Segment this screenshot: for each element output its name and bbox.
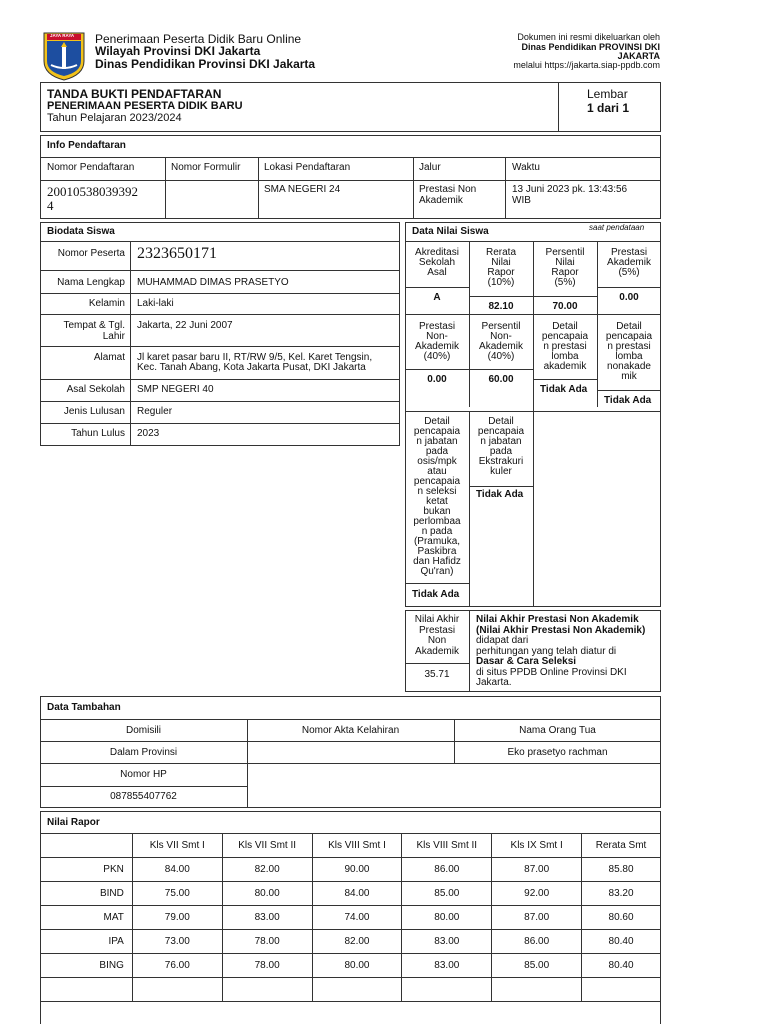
table-row	[41, 858, 661, 882]
rapor-score: 83.00	[222, 906, 312, 930]
waktu-value-line-2: WIB	[512, 195, 531, 206]
asal-sekolah-value: SMP NEGERI 40	[137, 384, 214, 395]
header-line-3: Dinas Pendidikan Provinsi DKI Jakarta	[95, 57, 316, 71]
domisili-value: Dalam Provinsi	[109, 747, 178, 758]
jalur-value-line-2: Akademik	[419, 195, 463, 206]
rapor-score: 73.00	[132, 930, 222, 954]
nilai-r3-c2-label: Detail pencapaia n jabatan pada Ekstrakuri kuler	[477, 416, 525, 477]
nilai-r3-c2-value: Tidak Ada	[476, 489, 524, 500]
title-year: Tahun Pelajaran 2023/2024	[47, 112, 182, 124]
rapor-header-cell: Kls VII Smt II	[222, 834, 312, 858]
jakarta-logo	[42, 31, 86, 81]
nomor-hp-label: Nomor HP	[120, 769, 167, 780]
header-right-1: Dokumen ini resmi dikeluarkan oleh	[517, 32, 660, 42]
nilai-r1-c2-value: 82.10	[488, 301, 514, 312]
rapor-empty-cell	[402, 978, 492, 1002]
header-line-2: Wilayah Provinsi DKI Jakarta	[95, 44, 261, 58]
kelamin-label: Kelamin	[88, 298, 125, 309]
waktu-value-line-1: 13 Juni 2023 pk. 13:43:56	[512, 184, 628, 195]
nilai-r2-c2-value: 60.00	[488, 374, 514, 385]
rapor-header-cell	[41, 834, 133, 858]
nomor-peserta-label: Nomor Peserta	[57, 248, 125, 259]
rapor-score: 79.00	[132, 906, 222, 930]
nilai-r2-c3-label: Detail pencapaia n prestasi lomba akademik	[541, 321, 589, 372]
rapor-score: 83.20	[582, 882, 661, 906]
rapor-section-title: Nilai Rapor	[47, 817, 100, 828]
header-right-2: Dinas Pendidikan PROVINSI DKI	[521, 42, 660, 52]
biodata-section-title: Biodata Siswa	[47, 226, 115, 237]
tahun-lulus-label: Tahun Lulus	[71, 428, 125, 439]
nama-value: MUHAMMAD DIMAS PRASETYO	[137, 277, 289, 288]
rapor-empty-cell	[132, 978, 222, 1002]
nomor-peserta-value: 2323650171	[137, 245, 217, 262]
nilai-r3-c1-value: Tidak Ada	[412, 589, 460, 600]
rapor-score: 78.00	[222, 930, 312, 954]
nilai-r1-c4-label: Prestasi Akademik (5%)	[607, 247, 651, 278]
rapor-score: 83.00	[402, 954, 492, 978]
logo-text: JAYA RAYA	[50, 33, 75, 38]
jenis-lulusan-label: Jenis Lulusan	[63, 406, 125, 417]
nilai-r1-c3-label: Persentil Nilai Rapor (5%)	[545, 247, 585, 288]
rapor-score: 78.00	[222, 954, 312, 978]
info-header-waktu: Waktu	[512, 162, 540, 173]
rapor-subject: MAT	[41, 906, 133, 930]
ttl-label-line-2: Lahir	[102, 331, 125, 342]
info-header-lokasi: Lokasi Pendaftaran	[264, 162, 351, 173]
nilai-r2-c1-label: Prestasi Non- Akademik (40%)	[415, 321, 459, 362]
rapor-subject: PKN	[41, 858, 133, 882]
jalur-value-line-1: Prestasi Non	[419, 184, 477, 195]
rapor-score: 92.00	[492, 882, 582, 906]
rapor-score: 85.00	[492, 954, 582, 978]
nama-orang-tua-label: Nama Orang Tua	[519, 725, 596, 736]
header-right-3: JAKARTA	[617, 51, 660, 61]
lembar-label: Lembar	[587, 87, 628, 101]
nama-orang-tua-value: Eko prasetyo rachman	[507, 747, 608, 758]
rapor-empty-cell	[582, 978, 661, 1002]
nomor-pendaftaran-line-1: 20010538039392	[47, 184, 138, 199]
table-row	[41, 978, 661, 1002]
nilai-note: saat pendataan	[589, 223, 645, 232]
rapor-empty-cell	[312, 978, 402, 1002]
rapor-score: 84.00	[312, 882, 402, 906]
nilai-r1-c1-value: A	[433, 292, 441, 303]
info-header-nomor-pendaftaran: Nomor Pendaftaran	[47, 162, 135, 173]
title-main: TANDA BUKTI PENDAFTARAN	[47, 87, 222, 101]
rapor-score: 83.00	[402, 930, 492, 954]
rapor-score: 82.00	[222, 858, 312, 882]
nilai-r2-c1-value: 0.00	[427, 374, 447, 385]
alamat-value-line-2: Kec. Tanah Abang, Kota Jakarta Pusat, DKI Jakarta	[137, 362, 366, 373]
rapor-score: 74.00	[312, 906, 402, 930]
rapor-score: 76.00	[132, 954, 222, 978]
rapor-score: 75.00	[132, 882, 222, 906]
rapor-subject: IPA	[41, 930, 133, 954]
nomor-pendaftaran-line-2: 4	[47, 198, 54, 213]
nilai-r1-c4-value: 0.00	[619, 292, 639, 303]
lokasi-value: SMA NEGERI 24	[264, 184, 341, 195]
nilai-r2-c4-value: Tidak Ada	[604, 395, 652, 406]
rapor-score: 85.80	[582, 858, 661, 882]
akta-label: Nomor Akta Kelahiran	[301, 725, 400, 736]
kelamin-value: Laki-laki	[137, 298, 174, 309]
rapor-score: 90.00	[312, 858, 402, 882]
ttl-value: Jakarta, 22 Juni 2007	[137, 320, 233, 331]
rapor-empty-cell	[222, 978, 312, 1002]
table-row	[41, 906, 661, 930]
rapor-score: 80.00	[402, 906, 492, 930]
nilai-r3-c1-label: Detail pencapaia n jabatan pada osis/mpk atau pencapaia n seleksi ketat bukan perlombaa n pada (Pramuka, Paskibra dan Hafidz Qu'ran)	[413, 416, 461, 577]
nilai-r1-c3-value: 70.00	[552, 301, 578, 312]
rapor-score: 87.00	[492, 858, 582, 882]
rapor-score: 85.00	[402, 882, 492, 906]
rapor-header-cell: Rerata Smt	[582, 834, 661, 858]
nilai-akhir-label: Nilai Akhir Prestasi Non Akademik	[414, 614, 460, 657]
nomor-hp-value: 087855407762	[110, 791, 177, 802]
ttl-label-line-1: Tempat & Tgl.	[63, 320, 125, 331]
rapor-header-cell: Kls VIII Smt II	[402, 834, 492, 858]
header-line-1: Penerimaan Peserta Didik Baru Online	[95, 32, 302, 46]
nama-label: Nama Lengkap	[57, 277, 125, 288]
nilai-r2-c4-label: Detail pencapaia n prestasi lomba nonakade mik	[605, 321, 653, 382]
rapor-score: 80.40	[582, 930, 661, 954]
rapor-score: 84.00	[132, 858, 222, 882]
title-sub: PENERIMAAN PESERTA DIDIK BARU	[47, 100, 243, 112]
rapor-score: 86.00	[402, 858, 492, 882]
nilai-akhir-description: Nilai Akhir Prestasi Non Akademik (Nilai Akhir Prestasi Non Akademik) didapat dari perhitungan yang telah diatur di Dasar & Cara Seleksi di situs PPDB Online Provinsi DKI Jakarta.	[476, 614, 646, 688]
rapor-score: 87.00	[492, 906, 582, 930]
rapor-subject: BIND	[41, 882, 133, 906]
rapor-empty-cell	[492, 978, 582, 1002]
rapor-subject: BING	[41, 954, 133, 978]
alamat-label: Alamat	[93, 352, 125, 363]
rapor-table	[40, 833, 661, 1002]
rapor-header-cell: Kls IX Smt I	[492, 834, 582, 858]
rapor-score: 82.00	[312, 930, 402, 954]
alamat-value-line-1: Jl karet pasar baru II, RT/RW 9/5, Kel. Karet Tengsin,	[137, 352, 373, 363]
rapor-score: 80.00	[222, 882, 312, 906]
info-header-jalur: Jalur	[419, 162, 441, 173]
jenis-lulusan-value: Reguler	[137, 406, 173, 417]
rapor-header-cell: Kls VII Smt I	[132, 834, 222, 858]
table-row	[41, 930, 661, 954]
nilai-r1-c1-label: Akreditasi Sekolah Asal	[415, 247, 459, 278]
nilai-r1-c2-label: Rerata Nilai Rapor (10%)	[485, 247, 516, 288]
info-header-nomor-formulir: Nomor Formulir	[171, 162, 241, 173]
nilai-akhir-value: 35.71	[424, 669, 450, 680]
rapor-score: 80.40	[582, 954, 661, 978]
nilai-section-title: Data Nilai Siswa	[412, 226, 489, 237]
table-row	[41, 954, 661, 978]
asal-sekolah-label: Asal Sekolah	[66, 384, 125, 395]
nilai-r2-c2-label: Persentil Non- Akademik (40%)	[479, 321, 523, 362]
table-row	[41, 882, 661, 906]
rapor-header-row	[41, 834, 661, 858]
rapor-score: 80.00	[312, 954, 402, 978]
info-section-title: Info Pendaftaran	[47, 140, 126, 151]
rapor-score: 80.60	[582, 906, 661, 930]
nilai-r2-c3-value: Tidak Ada	[540, 384, 588, 395]
info-pendaftaran-box	[40, 135, 661, 219]
lembar-value: 1 dari 1	[587, 101, 630, 115]
header-right-4: melalui https://jakarta.siap-ppdb.com	[513, 60, 660, 70]
tahun-lulus-value: 2023	[137, 428, 160, 439]
domisili-label: Domisili	[126, 725, 161, 736]
tambahan-section-title: Data Tambahan	[47, 702, 121, 713]
rapor-score: 86.00	[492, 930, 582, 954]
rapor-empty-cell	[41, 978, 133, 1002]
rapor-header-cell: Kls VIII Smt I	[312, 834, 402, 858]
